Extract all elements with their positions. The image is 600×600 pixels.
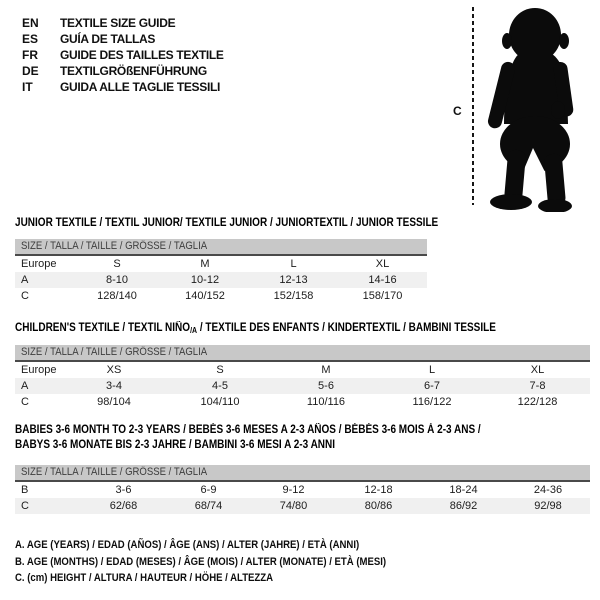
note-age-months: [15, 554, 442, 571]
cell: 6-9: [200, 484, 217, 496]
title-subscript: /A: [190, 326, 198, 335]
babies-title-line1: BABIES 3-6 MONTH TO 2-3 YEARS / BEBÉS 3-6 MESES A 2-3 AÑOS / BÉBÉS 3-6 MOIS À 2-3 ANS /: [15, 424, 481, 436]
size-header-label: SIZE / TALLA / TAILLE / GRÖSSE / TAGLIA: [21, 240, 208, 252]
lang-row-en: [22, 15, 224, 31]
children-table-title-text: [15, 321, 496, 338]
lang-code: DE: [22, 64, 39, 78]
column-header: S: [113, 258, 121, 270]
cell: 14-16: [368, 274, 397, 286]
column-header: M: [200, 258, 210, 270]
cell: 128/140: [97, 290, 137, 302]
cell: 152/158: [273, 290, 314, 302]
babies-table: [15, 482, 590, 514]
cell: 12-13: [279, 274, 308, 286]
lang-title: TEXTILE SIZE GUIDE: [60, 16, 176, 30]
cell: 3-4: [106, 380, 122, 392]
row-label: C: [21, 396, 29, 408]
cell: 68/74: [194, 500, 223, 512]
babies-size-table: [15, 465, 590, 514]
cell: 8-10: [105, 274, 129, 286]
lang-code: ES: [22, 32, 39, 46]
header-row: [15, 256, 427, 272]
size-header-bar: [15, 465, 590, 482]
cell: 18-24: [449, 484, 478, 496]
title-prefix: CHILDREN'S TEXTILE / TEXTIL NIÑO: [15, 322, 191, 334]
table-row: [15, 498, 590, 514]
lang-title: GUÍA DE TALLAS: [60, 32, 156, 46]
size-header-bar: [15, 239, 427, 256]
babies-table-title: [15, 423, 550, 453]
cell: 12-18: [364, 484, 393, 496]
size-header-label: SIZE / TALLA / TAILLE / GRÖSSE / TAGLIA: [21, 346, 208, 358]
row-label: A: [21, 380, 29, 392]
cell: 80/86: [364, 500, 393, 512]
column-header: L: [290, 258, 297, 270]
cell: 24-36: [533, 484, 563, 496]
lang-row-fr: [22, 47, 224, 63]
cell: 116/122: [412, 396, 452, 408]
junior-table-title: [15, 216, 501, 231]
column-header: L: [428, 364, 436, 376]
height-measure-label: C: [453, 104, 462, 118]
lang-title: TEXTILGRÖßENFÜHRUNG: [60, 64, 207, 78]
children-size-table: [15, 345, 590, 410]
table-row: [15, 394, 590, 410]
cell: 62/68: [109, 500, 138, 512]
cell: 4-5: [212, 380, 228, 392]
lang-title: GUIDE DES TAILLES TEXTILE: [60, 48, 224, 62]
lang-code: FR: [22, 48, 38, 62]
column-header: S: [216, 364, 224, 376]
note-text: A. AGE (YEARS) / EDAD (AÑOS) / ÂGE (ANS) / ALTER (JAHRE) / ETÀ (ANNI): [15, 539, 360, 551]
cell: 122/128: [517, 396, 558, 408]
header-row: [15, 362, 590, 378]
height-dashed-line: [472, 7, 474, 205]
note-height-cm: [15, 570, 442, 587]
language-title-list: [22, 15, 224, 95]
cell: 6-7: [424, 380, 440, 392]
size-header-label: SIZE / TALLA / TAILLE / GRÖSSE / TAGLIA: [21, 466, 208, 478]
table-row: [15, 272, 427, 288]
column-header: M: [321, 364, 331, 376]
cell: 158/170: [362, 290, 403, 302]
cell: 9-12: [282, 484, 305, 496]
baby-silhouette: [478, 4, 592, 212]
lang-code: EN: [22, 16, 39, 30]
cell: 104/110: [200, 396, 240, 408]
table-row: [15, 378, 590, 394]
junior-table-title-text: JUNIOR TEXTILE / TEXTIL JUNIOR/ TEXTILE JUNIOR / JUNIORTEXTIL / JUNIOR TESSILE: [15, 217, 439, 229]
row-label: C: [21, 500, 29, 512]
lang-row-es: [22, 31, 224, 47]
cell: 74/80: [279, 500, 308, 512]
table-row: [15, 288, 427, 304]
cell: 10-12: [190, 274, 220, 286]
junior-size-table: [15, 239, 427, 304]
children-table: [15, 362, 590, 410]
lang-code: IT: [22, 80, 33, 94]
lang-title: GUIDA ALLE TAGLIE TESSILI: [60, 80, 221, 94]
legend-notes: [15, 537, 442, 587]
column-header: XL: [530, 364, 545, 376]
note-text: B. AGE (MONTHS) / EDAD (MESES) / ÂGE (MOIS) / ALTER (MONATE) / ETÀ (MESI): [15, 555, 387, 568]
column-header: XL: [375, 258, 390, 270]
cell: 7-8: [529, 380, 546, 392]
row-label: C: [21, 290, 29, 302]
lang-row-it: [22, 79, 224, 95]
cell: 5-6: [318, 380, 334, 392]
babies-title-line2: BABYS 3-6 MONATE BIS 2-3 JAHRE / BAMBINI 3-6 MESI A 2-3 ANNI: [15, 439, 336, 451]
table-row: [15, 482, 590, 498]
row-label: B: [21, 484, 29, 496]
cell: 92/98: [534, 500, 562, 512]
note-text: C. (cm) HEIGHT / ALTURA / HAUTEUR / HÖHE / ALTEZZA: [15, 572, 274, 584]
cell: 98/104: [97, 396, 131, 408]
row-label: A: [21, 274, 29, 286]
children-table-title: [15, 321, 568, 338]
size-header-bar: [15, 345, 590, 362]
row-label: Europe: [21, 258, 57, 270]
cell: 140/152: [185, 290, 225, 302]
note-age-years: [15, 537, 442, 554]
junior-table: [15, 256, 427, 304]
cell: 110/116: [306, 396, 346, 408]
lang-row-de: [22, 63, 224, 79]
cell: 3-6: [115, 484, 132, 496]
title-suffix: / TEXTILE DES ENFANTS / KINDERTEXTIL / BAMBINI TESSILE: [197, 322, 496, 334]
row-label: Europe: [21, 364, 57, 376]
cell: 86/92: [449, 500, 478, 512]
column-header: XS: [106, 364, 122, 376]
